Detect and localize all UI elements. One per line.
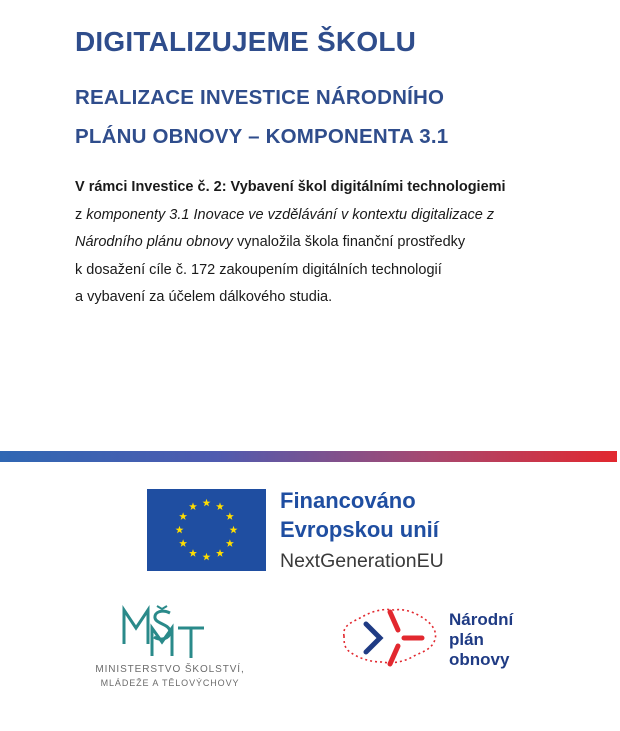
npo-line-3: obnovy [449, 650, 510, 669]
npo-line-1: Národní [449, 610, 514, 629]
body-line-3 [75, 229, 575, 257]
eu-funding-line-2: Evropskou unií [280, 517, 439, 542]
body-line-2 [75, 202, 575, 230]
body-line-4: k dosažení cíle č. 172 zakoupením digitálních technologií [75, 261, 442, 278]
subtitle-line-1: REALIZACE INVESTICE NÁRODNÍHO [75, 86, 445, 109]
npo-line-2: plán [449, 630, 484, 649]
description-paragraph [75, 174, 575, 312]
component-name: komponenty 3.1 Inovace ve vzdělávání v kontextu digitalizace z [86, 206, 495, 223]
color-divider-stripe [0, 451, 617, 462]
body-line-5: a vybavení za účelem dálkového studia. [75, 289, 333, 305]
eu-flag-icon [147, 489, 266, 571]
subtitle-line-2: PLÁNU OBNOVY – KOMPONENTA 3.1 [75, 125, 449, 148]
line2-prefix: z [75, 206, 87, 223]
msmt-name-line-1: MINISTERSTVO ŠKOLSTVÍ, [95, 664, 245, 675]
eu-funding-line-3: NextGenerationEU [280, 550, 444, 572]
npo-wordmark [449, 610, 513, 670]
eu-funding-line-1: Financováno [280, 488, 416, 513]
msmt-logo-icon [118, 604, 218, 662]
page-title: DIGITALIZUJEME ŠKOLU [75, 26, 417, 57]
line3-rest: vynaložila škola finanční prostředky [233, 234, 466, 250]
msmt-name-line-2: MLÁDEŽE A TĚLOVÝCHOVY [100, 678, 240, 688]
lead-line: V rámci Investice č. 2: Vybavení škol digitálními technologiemi [75, 179, 506, 195]
plan-name: Národního plánu obnovy [75, 234, 234, 250]
npo-logo-icon [338, 600, 442, 680]
